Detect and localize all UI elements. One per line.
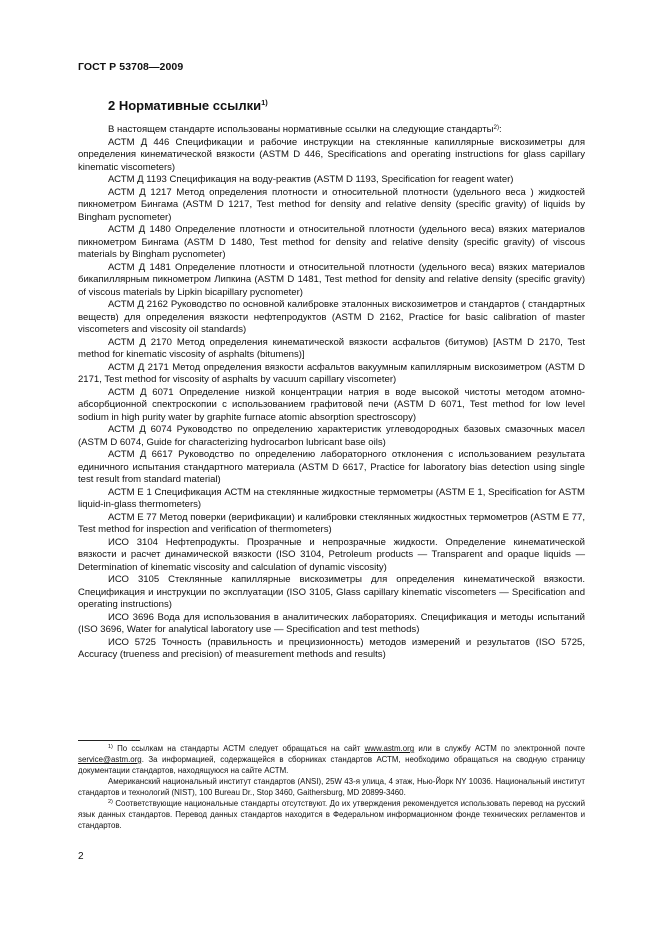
reference-iso-3105: ИСО 3105 Стеклянные капиллярные вискозиметры для определения кинематической вязкости. Спецификация и инструкции по эксплуатации (ISO 3105, Glass capillary kinematic viscometers — Specification and operating instructions) (78, 574, 585, 610)
intro-footnote-mark: 2) (493, 124, 500, 131)
references-body (78, 124, 585, 662)
reference-iso-5725: ИСО 5725 Точность (правильность и прецизионность) методов измерений и результатов (ISO 5725, Accuracy (trueness and precision) of measurement methods and results) (78, 636, 585, 660)
reference-astm-d1193: АСТМ Д 1193 Спецификация на воду-реактив (ASTM D 1193, Specification for reagent water) (108, 174, 514, 185)
reference-astm-e1: АСТМ Е 1 Спецификация АСТМ на стеклянные жидкостные термометры (ASTM E 1, Specification for ASTM liquid-in-glass thermometers) (78, 486, 585, 510)
page-number: 2 (78, 851, 84, 862)
reference-astm-e77: АСТМ Е 77 Метод поверки (верификации) и калибровки стеклянных жидкостных термометров (ASTM E 77, Test method for inspection and verification of thermometers) (78, 511, 585, 535)
reference-astm-d1481: АСТМ Д 1481 Определение плотности и относительной плотности (удельного веса) вязких материалов бикапиллярным пикнометром Липкина (ASTM D 1481, Test method for density and relative density (specific gravity) of viscous materials by Lipkin bicapillary pycnometer) (78, 261, 585, 298)
reference-astm-d1217: АСТМ Д 1217 Метод определения плотности и относительной плотности (удельного веса ) жидкостей пикнометром Бингама (ASTM D 1217, Test method for density and relative density (specific gravity) of liquids by Bingham pycnometer) (78, 186, 585, 223)
document-header: ГОСТ Р 53708—2009 (78, 61, 184, 73)
footnote-2-text: Соответствующие национальные стандарты отсутствуют. До их утверждения рекомендуется использовать перевод на русский язык данных стандартов. Перевод данных стандартов находится в Федеральном информационном фонде технических регламентов и стандартов. (78, 799, 585, 830)
section-title (108, 98, 268, 113)
reference-astm-d2162: АСТМ Д 2162 Руководство по основной калибровке эталонных вискозиметров и стандартов ( стандартных веществ) для определения вязкости нефтепродуктов (ASTM D 2162, Practice for basic calibration of master viscometers and viscosity oil standards) (78, 299, 585, 335)
section-title-text: 2 Нормативные ссылки (108, 98, 262, 113)
intro-text: В настоящем стандарте использованы нормативные ссылки на следующие стандарты (108, 124, 494, 135)
reference-iso-3696: ИСО 3696 Вода для использования в аналитических лабораториях. Спецификация и методы испытаний (ISO 3696, Water for analytical laboratory use — Specification and test methods) (78, 611, 585, 635)
footnote-2 (78, 798, 585, 831)
reference-astm-d6617: АСТМ Д 6617 Руководство по определению лабораторного отклонения с использованием результата единичного испытания стандартного материала (ASTM D 6617, Practice for laboratory bias detection using single test result from standard material) (78, 449, 585, 485)
footnote-1 (78, 743, 585, 776)
reference-astm-d1480: АСТМ Д 1480 Определение плотности и относительной плотности (удельного веса) вязких материалов пикнометром Бингама (ASTM D 1480, Test method for density and relative density (specific gravity) of viscous materials by Bingham pycnometer) (78, 224, 585, 260)
intro-paragraph (78, 124, 585, 137)
footnotes (78, 743, 585, 831)
footnote-1-mark: 1) (108, 744, 113, 750)
reference-astm-d6071: АСТМ Д 6071 Определение низкой концентрации натрия в воде высокой чистоты методом атомно-абсорбционной спектроскопии с использованием графитовой печи (ASTM D 6071, Test method for low level sodium in high purity water by graphite furnace atomic absorption spectroscopy) (78, 386, 585, 423)
reference-astm-d446: АСТМ Д 446 Спецификации и рабочие инструкции на стеклянные капиллярные вискозиметры для определения кинематической вязкости (ASTM D 446, Specifications and operating instructions for glass capillary kinematic viscometers) (78, 136, 585, 173)
footnote-1-text: По ссылкам на стандарты АСТМ следует обращаться на сайт (112, 744, 365, 753)
reference-astm-d6074: АСТМ Д 6074 Руководство по определению характеристик углеводородных базовых смазочных масел (ASTM D 6074, Guide for characterizing hydrocarbon lubricant base oils) (78, 424, 585, 448)
astm-website-link[interactable]: www.astm.org (364, 744, 415, 753)
intro-colon: : (499, 124, 502, 135)
footnote-1-text-cont: или в службу АСТМ по электронной почте (414, 744, 585, 753)
astm-email-link[interactable]: service@astm.org (78, 755, 142, 764)
reference-astm-d2171: АСТМ Д 2171 Метод определения вязкости асфальтов вакуумным капиллярным вискозиметром (ASTM D 2171, Test method for viscosity of asphalts by vacuum capillary viscometer) (78, 361, 585, 385)
footnote-1-address: Американский национальный институт стандартов (ANSI), 25W 43-я улица, 4 этаж, Нью-Йорк NY 10036. Национальный институт стандартов и технологий (NIST), 100 Bureau Dr., Stop 3460, Gaithersburg, MD 20899-3460. (78, 777, 585, 797)
footnote-divider (78, 740, 140, 741)
reference-iso-3104: ИСО 3104 Нефтепродукты. Прозрачные и непрозрачные жидкости. Определение кинематической вязкости и расчет динамической вязкости (ISO 3104, Petroleum products — Transparent and opaque liquids — Determination of kinematic viscosity and calculation of dynamic viscosity) (78, 536, 585, 573)
footnote-2-mark: 2) (108, 799, 113, 805)
reference-astm-d2170: АСТМ Д 2170 Метод определения кинематической вязкости асфальтов (битумов) [ASTM D 2170, Test method for kinematic viscosity of asphalts (bitumens)] (78, 336, 585, 360)
section-title-footnote-mark: 1) (261, 98, 268, 107)
footnote-1-text-end: . За информацией, содержащейся в сборниках стандартов АСТМ, необходимо обращаться на сводную страницу документации стандартов, находящуюся на сайте АСТМ. (78, 755, 585, 775)
